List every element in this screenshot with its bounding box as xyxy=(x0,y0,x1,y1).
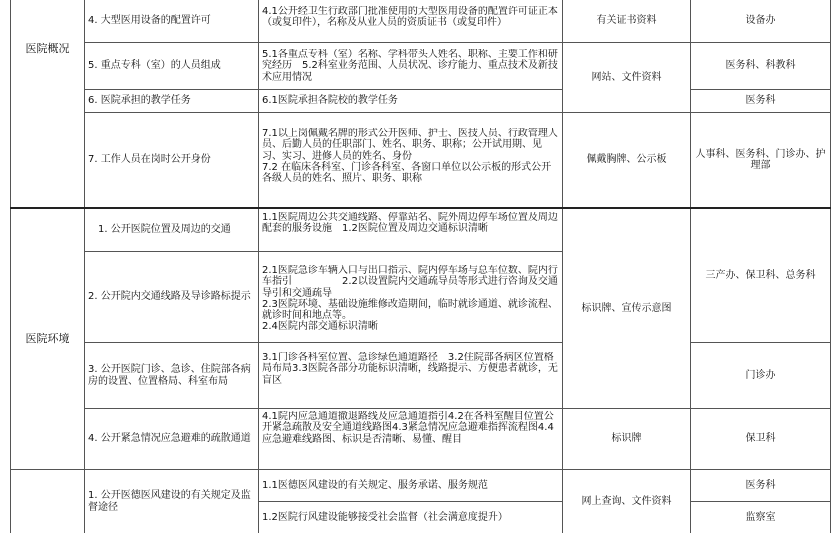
item-cell: 4. 公开紧急情况应急避难的疏散通道 xyxy=(88,433,251,445)
method-cell: 网站、文件资料 xyxy=(591,71,662,83)
dept-cell: 人事科、医务科、门诊办、护理部 xyxy=(695,148,826,171)
dept-cell: 监察室 xyxy=(745,511,776,523)
content-cell: 1.2医院行风建设能够接受社会监督（社会满意度提升） xyxy=(262,511,508,523)
dept-cell: 医务科、科教科 xyxy=(725,60,796,72)
content-cell: 7.1以上岗佩戴名牌的形式公开医师、护士、医技人员、行政管理人员、后勤人员的任职部门、姓名、职务、职称；公开试用期、见习、实习、进修人员的姓名、身份 7.2 在临床各科室、门诊各科室、各窗口单位以公示板的形式公开各级人员的姓名、照片、职务、职称 xyxy=(262,128,558,185)
category-overview: 医院概况 xyxy=(25,41,70,55)
item-cell: 5. 重点专科（室）的人员组成 xyxy=(88,60,221,72)
method-cell: 有关证书资料 xyxy=(596,15,657,27)
item-cell: 1. 公开医院位置及周边的交通 xyxy=(98,224,231,236)
item-cell: 2. 公开院内交通线路及导诊路标提示 xyxy=(88,291,251,303)
item-cell: 6. 医院承担的教学任务 xyxy=(88,95,191,107)
dept-cell: 医务科 xyxy=(745,95,776,107)
item-cell: 7. 工作人员在岗时公开身份 xyxy=(88,154,211,166)
dept-cell: 门诊办 xyxy=(745,369,776,381)
method-cell: 网上查询、文件资料 xyxy=(581,495,672,507)
method-cell: 佩戴胸牌、公示板 xyxy=(586,154,667,166)
content-cell: 1.1医院周边公共交通线路、停靠站名、院外周边停车场位置及周边配套的服务设施 1.2医院位置及周边交通标识清晰 xyxy=(262,212,558,235)
column-divider xyxy=(84,0,85,533)
item-cell: 3. 公开医院门诊、急诊、住院部各病房的设置、位置格局、科室布局 xyxy=(88,364,251,387)
item-cell: 1. 公开医德医风建设的有关规定及监督途径 xyxy=(88,490,251,513)
content-cell: 4.1公开经卫生行政部门批准使用的大型医用设备的配置许可证正本（或复印件），名称及从业人员的资质证书（或复印件） xyxy=(262,6,558,29)
content-cell: 4.1院内应急通道撤退路线及应急通道指引4.2在各科室醒目位置公开紧急疏散及安全通道线路图4.3紧急情况应急避难指挥流程图4.4应急避难线路图、标识是否清晰、易懂、醒目 xyxy=(262,411,554,445)
content-cell: 6.1医院承担各院校的教学任务 xyxy=(262,95,398,107)
content-cell: 5.1各重点专科（室）名称、学科带头人姓名、职称、主要工作和研究经历 5.2科室业务范围、人员状况、诊疗能力、重点技术及新技术应用情况 xyxy=(262,49,558,83)
table-border-right xyxy=(830,0,831,533)
item-cell: 4. 大型医用设备的配置许可 xyxy=(88,15,211,27)
dept-cell: 三产办、保卫科、总务科 xyxy=(705,269,816,281)
dept-cell: 设备办 xyxy=(745,15,776,27)
method-cell: 标识牌、宣传示意图 xyxy=(581,302,672,314)
content-cell: 3.1门诊各科室位置、急诊绿色通道路径 3.2住院部各病区位置格局布局3.3医院各部分功能标识清晰，线路提示、方便患者就诊，无盲区 xyxy=(262,352,558,386)
dept-cell: 医务科 xyxy=(745,479,776,491)
category-environment: 医院环境 xyxy=(25,332,70,345)
column-divider xyxy=(258,0,259,533)
method-cell: 标识牌 xyxy=(611,433,642,445)
content-cell: 2.1医院急诊车辆入口与出口指示、院内停车场与总车位数、院内行车指引 2.2以设置院内交通疏导员等形式进行咨询及交通导引和交通疏导 2.3医院环境、基础设施维修改造期间，临时就诊通道、就诊流程、就诊时间和地点等。 2.4医院内部交通标识清晰 xyxy=(262,265,558,333)
content-cell: 1.1医德医风建设的有关规定、服务承诺、服务规范 xyxy=(262,479,488,491)
dept-cell: 保卫科 xyxy=(745,433,776,445)
